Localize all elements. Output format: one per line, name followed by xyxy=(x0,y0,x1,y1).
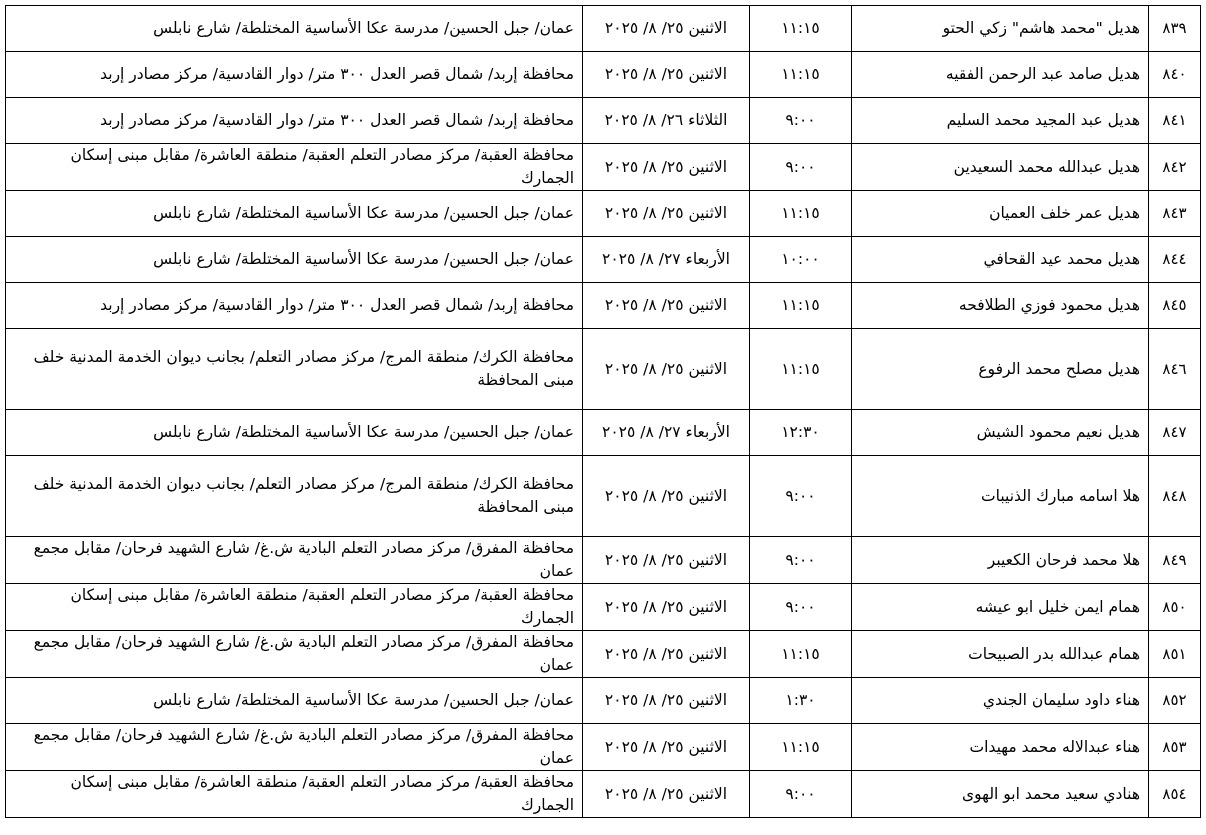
row-number: ٨٤٩ xyxy=(1149,537,1201,584)
exam-date: الاثنين ٢٥/ ٨/ ٢٠٢٥ xyxy=(583,191,750,237)
applicant-name: هلا محمد فرحان الكعيبر xyxy=(852,537,1149,584)
exam-time: ٩:٠٠ xyxy=(750,537,852,584)
exam-time: ٩:٠٠ xyxy=(750,771,852,818)
exam-location: محافظة العقبة/ مركز مصادر التعلم العقبة/ منطقة العاشرة/ مقابل مبنى إسكان الجمارك xyxy=(6,584,583,631)
row-number: ٨٣٩ xyxy=(1149,6,1201,52)
exam-date: الثلاثاء ٢٦/ ٨/ ٢٠٢٥ xyxy=(583,98,750,144)
applicant-name: هديل "محمد هاشم" زكي الحتو xyxy=(852,6,1149,52)
applicant-name: هديل عبد المجيد محمد السليم xyxy=(852,98,1149,144)
exam-date: الاثنين ٢٥/ ٨/ ٢٠٢٥ xyxy=(583,631,750,678)
row-number: ٨٤١ xyxy=(1149,98,1201,144)
table-row xyxy=(6,237,1201,283)
exam-schedule-table xyxy=(5,5,1201,818)
exam-location: محافظة الكرك/ منطقة المرج/ مركز مصادر التعلم/ بجانب ديوان الخدمة المدنية خلف مبنى المحافظة xyxy=(6,456,583,537)
table-row xyxy=(6,410,1201,456)
exam-date: الاثنين ٢٥/ ٨/ ٢٠٢٥ xyxy=(583,678,750,724)
exam-location: محافظة المفرق/ مركز مصادر التعلم البادية ش.غ/ شارع الشهيد فرحان/ مقابل مجمع عمان xyxy=(6,724,583,771)
exam-date: الاثنين ٢٥/ ٨/ ٢٠٢٥ xyxy=(583,771,750,818)
exam-time: ١١:١٥ xyxy=(750,283,852,329)
exam-time: ١١:١٥ xyxy=(750,52,852,98)
applicant-name: هديل عمر خلف العميان xyxy=(852,191,1149,237)
exam-time: ٩:٠٠ xyxy=(750,98,852,144)
applicant-name: هديل نعيم محمود الشيش xyxy=(852,410,1149,456)
applicant-name: هناء عبدالاله محمد مهيدات xyxy=(852,724,1149,771)
exam-time: ٩:٠٠ xyxy=(750,584,852,631)
row-number: ٨٥٣ xyxy=(1149,724,1201,771)
row-number: ٨٥١ xyxy=(1149,631,1201,678)
row-number: ٨٤٤ xyxy=(1149,237,1201,283)
row-number: ٨٥٢ xyxy=(1149,678,1201,724)
exam-location: محافظة العقبة/ مركز مصادر التعلم العقبة/ منطقة العاشرة/ مقابل مبنى إسكان الجمارك xyxy=(6,144,583,191)
row-number: ٨٤٨ xyxy=(1149,456,1201,537)
table-row xyxy=(6,771,1201,818)
table-row xyxy=(6,537,1201,584)
table-row xyxy=(6,456,1201,537)
exam-location: عمان/ جبل الحسين/ مدرسة عكا الأساسية المختلطة/ شارع نابلس xyxy=(6,237,583,283)
table-row xyxy=(6,191,1201,237)
table-row xyxy=(6,98,1201,144)
exam-date: الاثنين ٢٥/ ٨/ ٢٠٢٥ xyxy=(583,6,750,52)
exam-time: ١١:١٥ xyxy=(750,724,852,771)
exam-time: ١٢:٣٠ xyxy=(750,410,852,456)
applicant-name: هناء داود سليمان الجندي xyxy=(852,678,1149,724)
row-number: ٨٤٣ xyxy=(1149,191,1201,237)
exam-date: الاثنين ٢٥/ ٨/ ٢٠٢٥ xyxy=(583,52,750,98)
exam-time: ٩:٠٠ xyxy=(750,456,852,537)
exam-date: الاثنين ٢٥/ ٨/ ٢٠٢٥ xyxy=(583,724,750,771)
table-row xyxy=(6,678,1201,724)
exam-time: ١١:١٥ xyxy=(750,191,852,237)
table-row xyxy=(6,631,1201,678)
table-row xyxy=(6,329,1201,410)
applicant-name: هلا اسامه مبارك الذنيبات xyxy=(852,456,1149,537)
table-row xyxy=(6,283,1201,329)
applicant-name: همام عبدالله بدر الصبيحات xyxy=(852,631,1149,678)
exam-location: عمان/ جبل الحسين/ مدرسة عكا الأساسية المختلطة/ شارع نابلس xyxy=(6,191,583,237)
table-row xyxy=(6,6,1201,52)
applicant-name: هديل عبدالله محمد السعيدين xyxy=(852,144,1149,191)
exam-location: محافظة العقبة/ مركز مصادر التعلم العقبة/ منطقة العاشرة/ مقابل مبنى إسكان الجمارك xyxy=(6,771,583,818)
exam-time: ٩:٠٠ xyxy=(750,144,852,191)
exam-location: عمان/ جبل الحسين/ مدرسة عكا الأساسية المختلطة/ شارع نابلس xyxy=(6,410,583,456)
exam-date: الاثنين ٢٥/ ٨/ ٢٠٢٥ xyxy=(583,456,750,537)
row-number: ٨٤٠ xyxy=(1149,52,1201,98)
table-row xyxy=(6,584,1201,631)
exam-time: ١١:١٥ xyxy=(750,631,852,678)
exam-time: ١١:١٥ xyxy=(750,6,852,52)
applicant-name: هديل صامد عبد الرحمن الفقيه xyxy=(852,52,1149,98)
exam-date: الأربعاء ٢٧/ ٨/ ٢٠٢٥ xyxy=(583,237,750,283)
applicant-name: هديل محمود فوزي الطلافحه xyxy=(852,283,1149,329)
schedule-sheet xyxy=(5,5,1201,818)
row-number: ٨٤٧ xyxy=(1149,410,1201,456)
exam-location: محافظة إربد/ شمال قصر العدل ٣٠٠ متر/ دوار القادسية/ مركز مصادر إربد xyxy=(6,283,583,329)
exam-location: محافظة إربد/ شمال قصر العدل ٣٠٠ متر/ دوار القادسية/ مركز مصادر إربد xyxy=(6,98,583,144)
exam-date: الاثنين ٢٥/ ٨/ ٢٠٢٥ xyxy=(583,144,750,191)
exam-date: الاثنين ٢٥/ ٨/ ٢٠٢٥ xyxy=(583,584,750,631)
exam-date: الأربعاء ٢٧/ ٨/ ٢٠٢٥ xyxy=(583,410,750,456)
row-number: ٨٥٤ xyxy=(1149,771,1201,818)
exam-location: محافظة المفرق/ مركز مصادر التعلم البادية ش.غ/ شارع الشهيد فرحان/ مقابل مجمع عمان xyxy=(6,631,583,678)
exam-time: ١:٣٠ xyxy=(750,678,852,724)
table-row xyxy=(6,52,1201,98)
exam-location: عمان/ جبل الحسين/ مدرسة عكا الأساسية المختلطة/ شارع نابلس xyxy=(6,678,583,724)
table-row xyxy=(6,724,1201,771)
exam-date: الاثنين ٢٥/ ٨/ ٢٠٢٥ xyxy=(583,283,750,329)
exam-time: ١١:١٥ xyxy=(750,329,852,410)
table-row xyxy=(6,144,1201,191)
exam-location: محافظة المفرق/ مركز مصادر التعلم البادية ش.غ/ شارع الشهيد فرحان/ مقابل مجمع عمان xyxy=(6,537,583,584)
row-number: ٨٤٥ xyxy=(1149,283,1201,329)
exam-location: محافظة الكرك/ منطقة المرج/ مركز مصادر التعلم/ بجانب ديوان الخدمة المدنية خلف مبنى المحافظة xyxy=(6,329,583,410)
schedule-table-body xyxy=(6,6,1201,818)
exam-time: ١٠:٠٠ xyxy=(750,237,852,283)
exam-location: عمان/ جبل الحسين/ مدرسة عكا الأساسية المختلطة/ شارع نابلس xyxy=(6,6,583,52)
exam-location: محافظة إربد/ شمال قصر العدل ٣٠٠ متر/ دوار القادسية/ مركز مصادر إربد xyxy=(6,52,583,98)
row-number: ٨٥٠ xyxy=(1149,584,1201,631)
row-number: ٨٤٦ xyxy=(1149,329,1201,410)
exam-date: الاثنين ٢٥/ ٨/ ٢٠٢٥ xyxy=(583,329,750,410)
exam-date: الاثنين ٢٥/ ٨/ ٢٠٢٥ xyxy=(583,537,750,584)
applicant-name: همام ايمن خليل ابو عيشه xyxy=(852,584,1149,631)
applicant-name: هديل محمد عيد القحافي xyxy=(852,237,1149,283)
row-number: ٨٤٢ xyxy=(1149,144,1201,191)
applicant-name: هديل مصلح محمد الرفوع xyxy=(852,329,1149,410)
applicant-name: هنادي سعيد محمد ابو الهوى xyxy=(852,771,1149,818)
